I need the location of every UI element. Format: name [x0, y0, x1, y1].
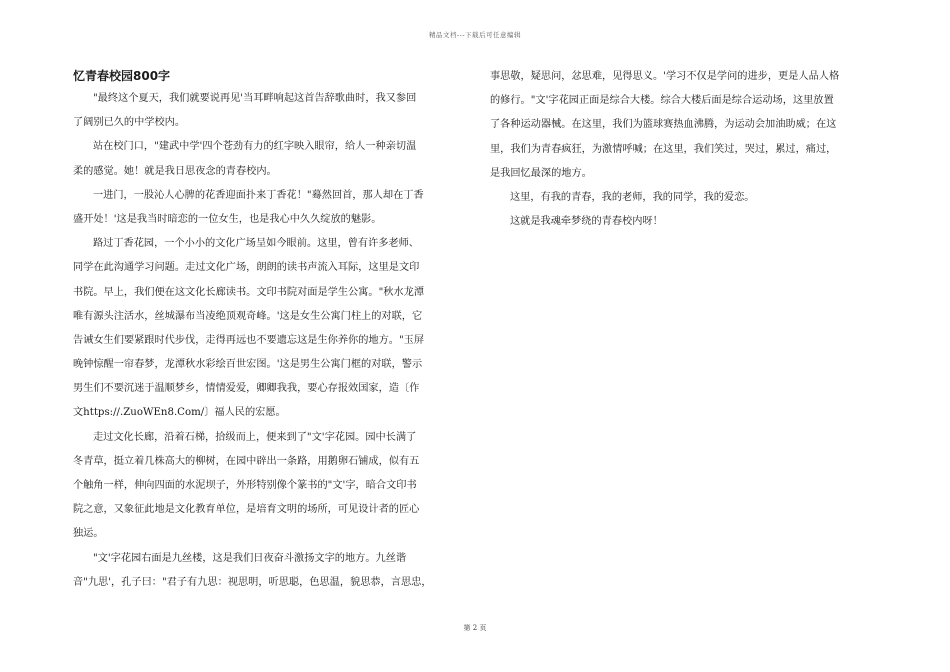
text-line: 晚钟惊醒一帘春梦，龙潭秋水彩绘百世宏图。'这是男生公寓门框的对联，警示	[73, 359, 423, 371]
right-column	[490, 65, 882, 234]
text-line: 了各种运动器械。在这里，我们为篮球赛热血沸腾，为运动会加油助威；在这	[490, 119, 837, 131]
text-line: 冬青草，挺立着几株高大的柳树，在园中辟出一条路，用鹅卵石铺成，似有五	[73, 455, 420, 467]
text-line: 是我回忆最深的地方。	[490, 167, 592, 179]
text-line: 盛开处！'这是我当时暗恋的一位女生，也是我心中久久绽放的魅影。	[73, 213, 382, 225]
page-header: 精品文档---下载后可任意编辑	[428, 31, 522, 39]
text-line: 告诫女生们要紧跟时代步伐，走得再远也不要遗忘这是生你养你的地方。"玉屏	[73, 334, 425, 346]
article-title: 忆青春校园800字	[73, 69, 171, 83]
text-line: 路过丁香花园，一个小小的文化广场呈如今眼前。这里，曾有许多老师、	[93, 238, 419, 250]
text-line: "文'字花园右面是九丝楼，这是我们日夜奋斗激扬文字的地方。九丝谐	[93, 552, 407, 564]
text-line: 院之意，又象征此地是文化教育单位，是培育文明的场所，可见设计者的匠心	[73, 504, 420, 516]
text-line: 的修行。"文'字花园正面是综合大楼。综合大楼后面是综合运动场，这里放置	[490, 95, 834, 107]
left-column	[73, 65, 473, 595]
text-line: 独运。	[73, 528, 104, 540]
text-line: 一进门，一股沁人心脾的花香迎面扑来丁香花！"蓦然回首，那人却在丁香	[93, 189, 424, 201]
text-line: 书院。早上，我们便在这文化长廊读书。文印书院对面是学生公寓。"秋水龙潭	[73, 286, 425, 298]
text-line: 唯有源头注活水，丝城瀑布当凌绝顶观奇峰。'这是女生公寓门柱上的对联，它	[73, 310, 423, 322]
right-lines	[490, 65, 882, 234]
text-line: 男生们不要沉迷于温顺梦乡，情情爱爱，卿卿我我，要心存报效国家，造〔作	[73, 383, 420, 395]
text-line: 这就是我魂牵梦绕的青春校内呀！	[510, 216, 663, 228]
text-line: 站在校门口，"建武中学'四个苍劲有力的红字映入眼帘，给人一种亲切温	[93, 141, 417, 153]
text-line: 里，我们为青春疯狂，为激情呼喊；在这里，我们笑过，哭过，累过，痛过，	[490, 143, 837, 155]
text-line: 同学在此沟通学习问题。走过文化广场，朗朗的读书声流入耳际，这里是文印	[73, 262, 420, 274]
text-line: 文https://.ZuoWEn8.Com/〕福人民的宏愿。	[73, 407, 286, 419]
text-line: 事思敬，疑思问，忿思难，见得思义。'学习不仅是学问的进步，更是人品人格	[490, 71, 840, 82]
left-lines	[73, 87, 473, 595]
text-line: 了阔别已久的中学校内。	[73, 117, 186, 129]
text-line: 音"九思'，孔子曰："君子有九思：视思明，听思聪，色思温，貌思恭，言思忠，	[73, 576, 432, 588]
page-number: 第 2 页	[463, 624, 487, 632]
text-line: 这里，有我的青春，我的老师，我的同学，我的爱恋。	[510, 191, 755, 203]
text-line: 个触角一样，伸向四面的水泥坝子，外形特别像个篆书的"文'字，暗合文印书	[73, 480, 417, 491]
text-line: 走过文化长廊，沿着石梯，拾级而上，便来到了"文'字花园。园中长满了	[93, 431, 417, 443]
text-line: "最终这个夏天，我们就要说再见'当耳畔响起这首告辞歌曲时，我又参回	[93, 93, 417, 104]
text-line: 柔的感觉。她！就是我日思夜念的青春校内。	[73, 165, 277, 177]
